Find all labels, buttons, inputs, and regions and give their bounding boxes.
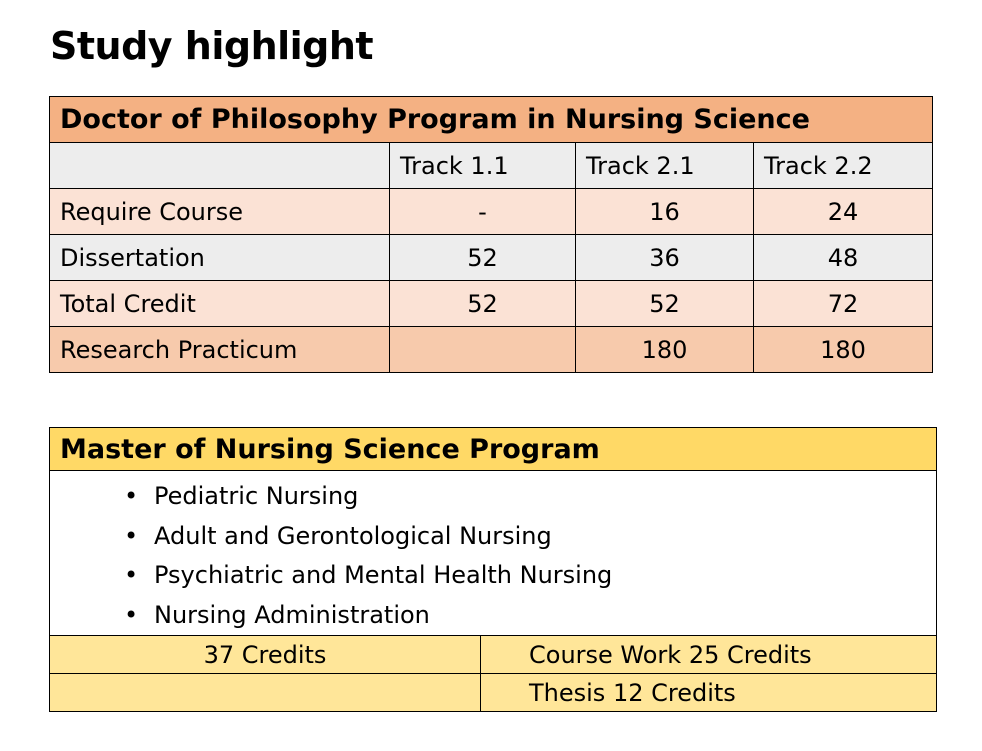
column-header xyxy=(50,143,390,189)
table-cell xyxy=(390,327,576,373)
bullet-icon: • xyxy=(124,600,139,629)
column-header-track-2-1: Track 2.1 xyxy=(576,143,754,189)
total-credits: 37 Credits xyxy=(50,636,481,674)
masters-table xyxy=(49,427,937,712)
list-item: • Psychiatric and Mental Health Nursing xyxy=(154,556,936,596)
table-cell: 52 xyxy=(390,235,576,281)
list-item: • Nursing Administration xyxy=(154,596,936,636)
row-label: Require Course xyxy=(50,189,390,235)
column-header-track-2-2: Track 2.2 xyxy=(754,143,933,189)
table-row xyxy=(50,189,933,235)
row-label: Dissertation xyxy=(50,235,390,281)
empty-cell xyxy=(50,674,481,712)
bullet-icon: • xyxy=(124,482,139,510)
masters-title: Master of Nursing Science Program xyxy=(50,428,937,471)
table-cell: 72 xyxy=(754,281,933,327)
table-row xyxy=(50,281,933,327)
phd-header-row xyxy=(50,143,933,189)
table-cell: 36 xyxy=(576,235,754,281)
specialty-list xyxy=(50,477,936,635)
table-cell: 180 xyxy=(576,327,754,373)
table-row xyxy=(50,235,933,281)
table-cell: - xyxy=(390,189,576,235)
table-cell: 24 xyxy=(754,189,933,235)
coursework-credits: Course Work 25 Credits xyxy=(481,636,937,674)
bullet-icon: • xyxy=(124,561,139,589)
table-cell: 48 xyxy=(754,235,933,281)
table-cell: 52 xyxy=(390,281,576,327)
table-cell: 52 xyxy=(576,281,754,327)
list-item: • Adult and Gerontological Nursing xyxy=(154,517,936,557)
table-row xyxy=(50,327,933,373)
table-row xyxy=(50,636,937,674)
row-label: Total Credit xyxy=(50,281,390,327)
row-label: Research Practicum xyxy=(50,327,390,373)
table-cell: 180 xyxy=(754,327,933,373)
page-title: Study highlight xyxy=(50,24,374,68)
bullet-icon: • xyxy=(124,521,139,550)
phd-table xyxy=(49,96,933,373)
column-header-track-1-1: Track 1.1 xyxy=(390,143,576,189)
list-item: • Pediatric Nursing xyxy=(154,477,936,517)
phd-title: Doctor of Philosophy Program in Nursing Science xyxy=(50,97,933,143)
table-cell: 16 xyxy=(576,189,754,235)
table-row xyxy=(50,674,937,712)
thesis-credits: Thesis 12 Credits xyxy=(481,674,937,712)
